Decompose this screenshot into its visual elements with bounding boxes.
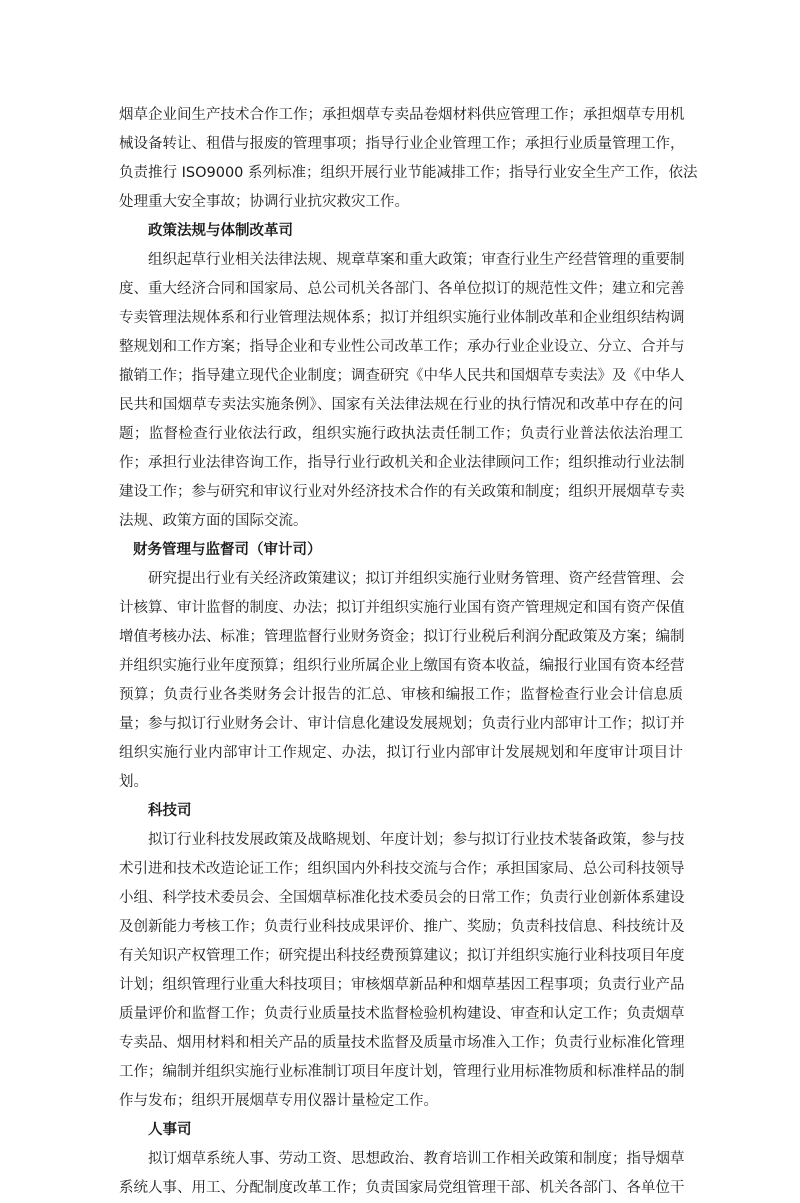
document-page bbox=[119, 101, 698, 1203]
text-line: 术引进和技术改造论证工作；组织国内外科技交流与合作；承担国家局、总公司科技领导 bbox=[119, 861, 685, 877]
paragraph-policy bbox=[119, 246, 683, 536]
text-line: 专卖管理法规体系和行业管理法规体系；拟订并组织实施行业体制改革和企业组织结构调 bbox=[119, 310, 685, 326]
text-line: 划。 bbox=[119, 774, 148, 790]
text-line: 计划；组织管理行业重大科技项目；审核烟草新品种和烟草基因工程事项；负责行业产品 bbox=[119, 977, 685, 993]
section-heading-finance: 财务管理与监督司（审计司） bbox=[133, 542, 322, 558]
text-line: 计核算、审计监督的制度、办法；拟订并组织实施行业国有资产管理规定和国有资产保值 bbox=[119, 600, 685, 616]
text-line: 撤销工作；指导建立现代企业制度；调查研究《中华人民共和国烟草专卖法》及《中华人 bbox=[119, 368, 685, 384]
text-line: 系统人事、用工、分配制度改革工作；负责国家局党组管理干部、机关各部门、各单位干 bbox=[119, 1180, 685, 1196]
paragraph-tech bbox=[119, 826, 683, 1116]
text-line: 建设工作；参与研究和审议行业对外经济技术合作的有关政策和制度；组织开展烟草专卖 bbox=[119, 484, 685, 500]
text-line: 并组织实施行业年度预算；组织行业所属企业上缴国有资本收益，编报行业国有资本经营 bbox=[119, 658, 685, 674]
text-line: 拟订烟草系统人事、劳动工资、思想政治、教育培训工作相关政策和制度；指导烟草 bbox=[148, 1151, 685, 1167]
paragraph-finance bbox=[119, 565, 683, 797]
section-heading-tech: 科技司 bbox=[148, 803, 192, 819]
text-line: 工作；编制并组织实施行业标准制订项目年度计划，管理行业用标准物质和标准样品的制 bbox=[119, 1064, 685, 1080]
text-line: 及创新能力考核工作；负责行业科技成果评价、推广、奖励；负责科技信息、科技统计及 bbox=[119, 919, 685, 935]
text-line: 专卖品、烟用材料和相关产品的质量技术监督及质量市场准入工作；负责行业标准化管理 bbox=[119, 1035, 685, 1051]
text-line: 小组、科学技术委员会、全国烟草标准化技术委员会的日常工作；负责行业创新体系建设 bbox=[119, 890, 685, 906]
text-line: 组织起草行业相关法律法规、规章草案和重大政策；审查行业生产经营管理的重要制 bbox=[148, 252, 685, 268]
text-line: 质量评价和监督工作；负责行业质量技术监督检验机构建设、审查和认定工作；负责烟草 bbox=[119, 1006, 685, 1022]
text-line: 题；监督检查行业依法行政，组织实施行政执法责任制工作；负责行业普法依法治理工 bbox=[119, 426, 683, 442]
text-line: 作与发布；组织开展烟草专用仪器计量检定工作。 bbox=[119, 1093, 438, 1109]
text-line: 作；承担行业法律咨询工作，指导行业行政机关和企业法律顾问工作；组织推动行业法制 bbox=[119, 455, 685, 471]
text-line: 法规、政策方面的国际交流。 bbox=[119, 513, 308, 529]
text-line: 械设备转让、租借与报废的管理事项；指导行业企业管理工作；承担行业质量管理工作， bbox=[119, 136, 685, 152]
text-line: 处理重大安全事故；协调行业抗灾救灾工作。 bbox=[119, 194, 409, 210]
text-line: 量；参与拟订行业财务会计、审计信息化建设发展规划；负责行业内部审计工作；拟订并 bbox=[119, 716, 685, 732]
text-line: 有关知识产权管理工作；研究提出科技经费预算建议；拟订并组织实施行业科技项目年度 bbox=[119, 948, 685, 964]
text-line: 烟草企业间生产技术合作工作；承担烟草专卖品卷烟材料供应管理工作；承担烟草专用机 bbox=[119, 107, 685, 123]
text-line: 增值考核办法、标准；管理监督行业财务资金；拟订行业税后利润分配政策及方案；编制 bbox=[119, 629, 685, 645]
paragraph-continuation bbox=[119, 101, 698, 217]
text-line: 研究提出行业有关经济政策建议；拟订并组织实施行业财务管理、资产经营管理、会 bbox=[148, 571, 685, 587]
section-heading-policy: 政策法规与体制改革司 bbox=[148, 223, 293, 239]
text-line: 预算；负责行业各类财务会计报告的汇总、审核和编报工作；监督检查行业会计信息质 bbox=[119, 687, 683, 703]
text-line: 民共和国烟草专卖法实施条例》、国家有关法律法规在行业的执行情况和改革中存在的问 bbox=[119, 397, 683, 413]
text-line: 组织实施行业内部审计工作规定、办法，拟订行业内部审计发展规划和年度审计项目计 bbox=[119, 745, 683, 761]
text-line: 拟订行业科技发展政策及战略规划、年度计划；参与拟订行业技术装备政策，参与技 bbox=[148, 832, 685, 848]
text-line: 负责推行 ISO9000 系列标准；组织开展行业节能减排工作；指导行业安全生产工作，依法 bbox=[119, 165, 698, 181]
text-line: 整规划和工作方案；指导企业和专业性公司改革工作；承办行业企业设立、分立、合并与 bbox=[119, 339, 685, 355]
section-heading-hr: 人事司 bbox=[148, 1122, 192, 1138]
paragraph-hr bbox=[119, 1145, 683, 1203]
text-line: 度、重大经济合同和国家局、总公司机关各部门、各单位拟订的规范性文件；建立和完善 bbox=[119, 281, 685, 297]
